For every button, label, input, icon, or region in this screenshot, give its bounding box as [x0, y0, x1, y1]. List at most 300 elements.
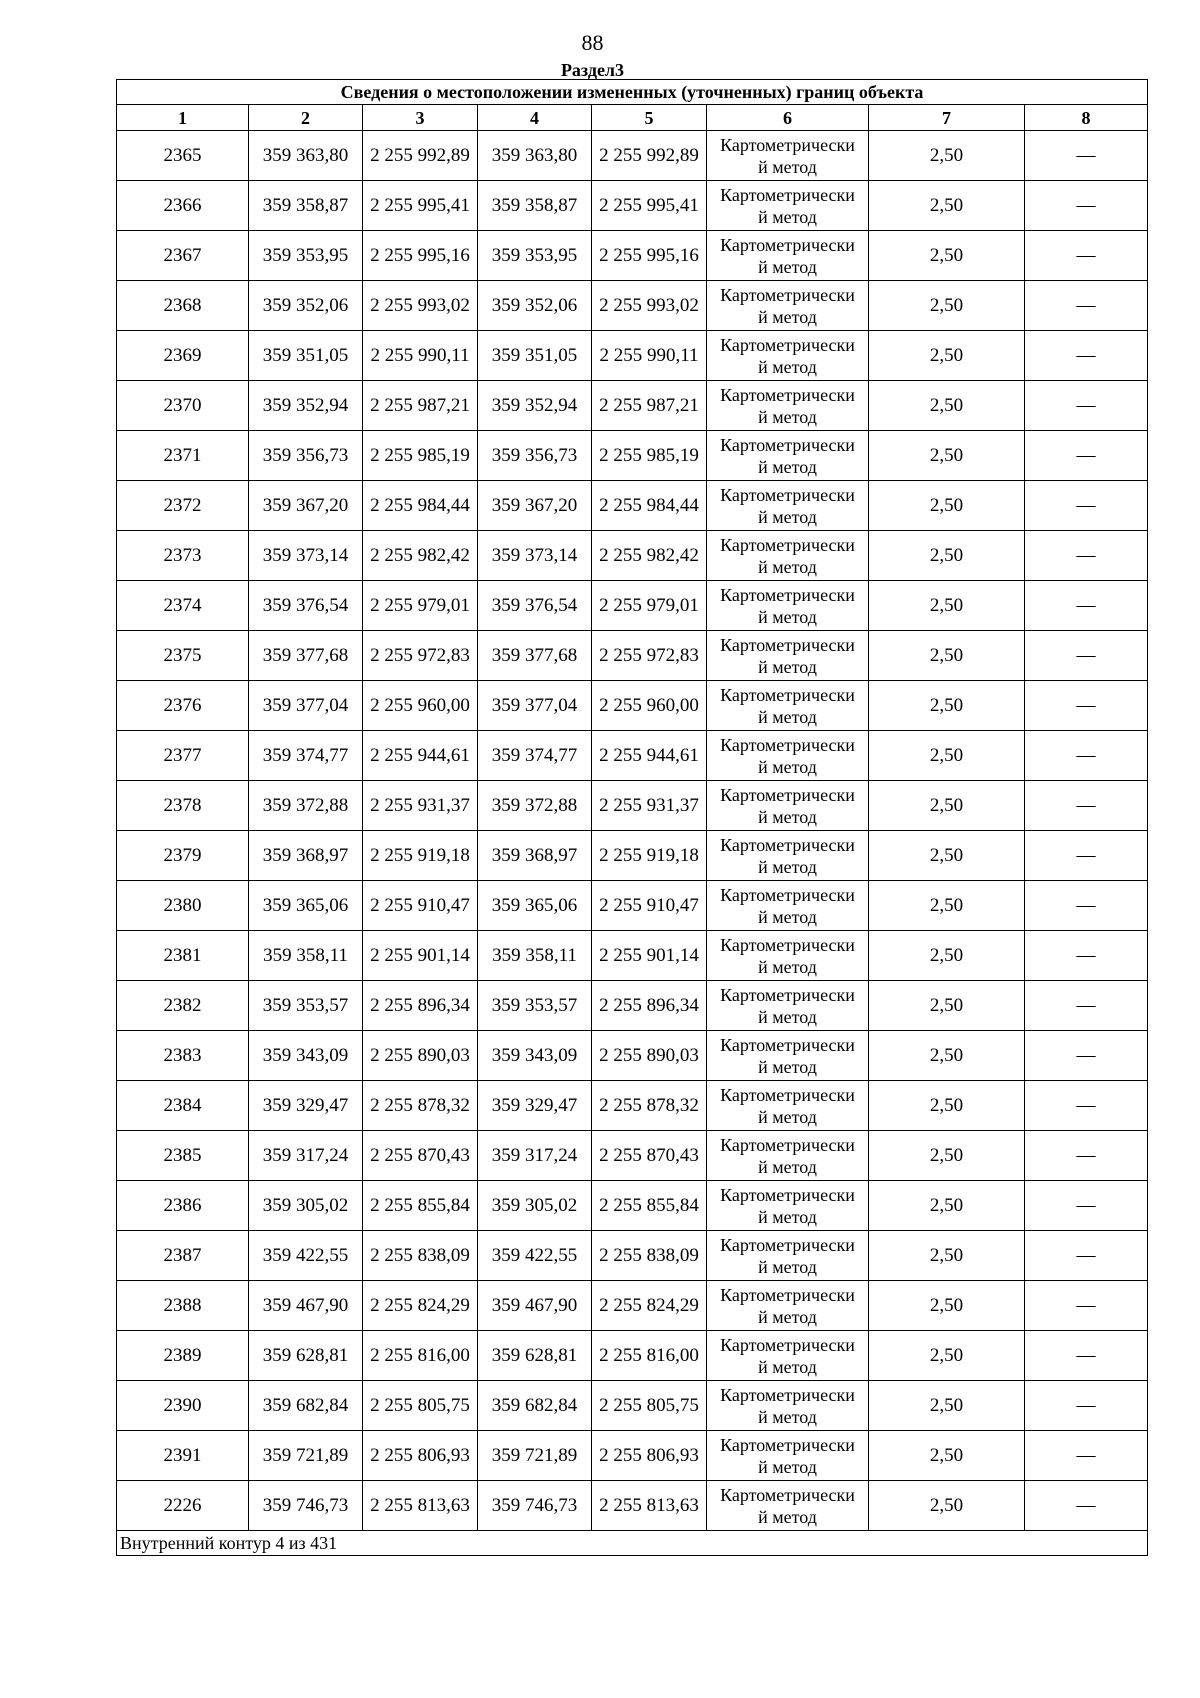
- y-refined-cell: 2 255 960,00: [592, 681, 707, 731]
- method-line-2: й метод: [758, 756, 817, 777]
- accuracy-cell: 2,50: [869, 831, 1025, 881]
- point-number-cell: 2373: [117, 531, 249, 581]
- table-row: [117, 1431, 1148, 1481]
- column-number: 5: [592, 105, 707, 131]
- method-line-1: Картометрически: [720, 1134, 855, 1155]
- table-title: Сведения о местоположении измененных (уточненных) границ объекта: [117, 80, 1148, 105]
- y-existing-cell: 2 255 972,83: [363, 631, 478, 681]
- method-line-2: й метод: [758, 256, 817, 277]
- description-cell: —: [1025, 1481, 1148, 1531]
- point-number-cell: 2380: [117, 881, 249, 931]
- table-row: [117, 231, 1148, 281]
- y-existing-cell: 2 255 992,89: [363, 131, 478, 181]
- y-existing-cell: 2 255 979,01: [363, 581, 478, 631]
- column-number: 4: [478, 105, 592, 131]
- method-cell: [707, 1131, 869, 1181]
- point-number-cell: 2366: [117, 181, 249, 231]
- y-refined-cell: 2 255 995,16: [592, 231, 707, 281]
- x-existing-cell: 359 367,20: [249, 481, 363, 531]
- method-cell: [707, 231, 869, 281]
- description-cell: —: [1025, 1231, 1148, 1281]
- y-refined-cell: 2 255 982,42: [592, 531, 707, 581]
- method-line-2: й метод: [758, 706, 817, 727]
- boundary-coordinates-table: [116, 79, 1148, 1556]
- description-cell: —: [1025, 781, 1148, 831]
- method-cell: [707, 831, 869, 881]
- y-existing-cell: 2 255 878,32: [363, 1081, 478, 1131]
- table-row: [117, 281, 1148, 331]
- description-cell: —: [1025, 1431, 1148, 1481]
- x-existing-cell: 359 351,05: [249, 331, 363, 381]
- accuracy-cell: 2,50: [869, 1381, 1025, 1431]
- description-cell: —: [1025, 381, 1148, 431]
- x-refined-cell: 359 467,90: [478, 1281, 592, 1331]
- table-row: [117, 981, 1148, 1031]
- y-refined-cell: 2 255 944,61: [592, 731, 707, 781]
- description-cell: —: [1025, 881, 1148, 931]
- method-line-1: Картометрически: [720, 1384, 855, 1405]
- column-number-row: [117, 105, 1148, 131]
- point-number-cell: 2226: [117, 1481, 249, 1531]
- method-cell: [707, 181, 869, 231]
- method-line-2: й метод: [758, 606, 817, 627]
- y-existing-cell: 2 255 931,37: [363, 781, 478, 831]
- x-refined-cell: 359 377,04: [478, 681, 592, 731]
- y-existing-cell: 2 255 990,11: [363, 331, 478, 381]
- y-existing-cell: 2 255 890,03: [363, 1031, 478, 1081]
- description-cell: —: [1025, 681, 1148, 731]
- x-existing-cell: 359 628,81: [249, 1331, 363, 1381]
- y-refined-cell: 2 255 993,02: [592, 281, 707, 331]
- point-number-cell: 2377: [117, 731, 249, 781]
- method-line-2: й метод: [758, 1006, 817, 1027]
- x-refined-cell: 359 422,55: [478, 1231, 592, 1281]
- method-line-1: Картометрически: [720, 1284, 855, 1305]
- method-cell: [707, 1031, 869, 1081]
- method-cell: [707, 881, 869, 931]
- method-line-2: й метод: [758, 1456, 817, 1477]
- section-label: Раздел3: [560, 60, 625, 80]
- method-line-2: й метод: [758, 1256, 817, 1277]
- y-existing-cell: 2 255 855,84: [363, 1181, 478, 1231]
- method-line-1: Картометрически: [720, 1334, 855, 1355]
- method-line-2: й метод: [758, 1056, 817, 1077]
- method-cell: [707, 981, 869, 1031]
- point-number-cell: 2370: [117, 381, 249, 431]
- point-number-cell: 2376: [117, 681, 249, 731]
- accuracy-cell: 2,50: [869, 631, 1025, 681]
- y-existing-cell: 2 255 995,16: [363, 231, 478, 281]
- y-existing-cell: 2 255 805,75: [363, 1381, 478, 1431]
- y-refined-cell: 2 255 890,03: [592, 1031, 707, 1081]
- method-cell: [707, 431, 869, 481]
- point-number-cell: 2385: [117, 1131, 249, 1181]
- y-refined-cell: 2 255 992,89: [592, 131, 707, 181]
- y-existing-cell: 2 255 896,34: [363, 981, 478, 1031]
- table-row: [117, 1031, 1148, 1081]
- x-existing-cell: 359 368,97: [249, 831, 363, 881]
- method-line-1: Картометрически: [720, 734, 855, 755]
- y-existing-cell: 2 255 806,93: [363, 1431, 478, 1481]
- method-cell: [707, 531, 869, 581]
- column-number: 3: [363, 105, 478, 131]
- accuracy-cell: 2,50: [869, 1131, 1025, 1181]
- point-number-cell: 2389: [117, 1331, 249, 1381]
- x-refined-cell: 359 376,54: [478, 581, 592, 631]
- accuracy-cell: 2,50: [869, 1431, 1025, 1481]
- accuracy-cell: 2,50: [869, 581, 1025, 631]
- method-cell: [707, 931, 869, 981]
- accuracy-cell: 2,50: [869, 781, 1025, 831]
- method-cell: [707, 1331, 869, 1381]
- method-cell: [707, 1431, 869, 1481]
- accuracy-cell: 2,50: [869, 131, 1025, 181]
- y-refined-cell: 2 255 896,34: [592, 981, 707, 1031]
- method-cell: [707, 1231, 869, 1281]
- description-cell: —: [1025, 1081, 1148, 1131]
- method-cell: [707, 1381, 869, 1431]
- method-line-1: Картометрически: [720, 484, 855, 505]
- x-refined-cell: 359 343,09: [478, 1031, 592, 1081]
- description-cell: —: [1025, 331, 1148, 381]
- table-row: [117, 1281, 1148, 1331]
- x-refined-cell: 359 353,57: [478, 981, 592, 1031]
- x-refined-cell: 359 305,02: [478, 1181, 592, 1231]
- method-line-1: Картометрически: [720, 534, 855, 555]
- description-cell: —: [1025, 1281, 1148, 1331]
- method-line-2: й метод: [758, 1356, 817, 1377]
- method-cell: [707, 1281, 869, 1331]
- method-line-1: Картометрически: [720, 684, 855, 705]
- method-line-2: й метод: [758, 1306, 817, 1327]
- x-existing-cell: 359 353,57: [249, 981, 363, 1031]
- accuracy-cell: 2,50: [869, 481, 1025, 531]
- y-existing-cell: 2 255 987,21: [363, 381, 478, 431]
- x-existing-cell: 359 358,11: [249, 931, 363, 981]
- x-refined-cell: 359 356,73: [478, 431, 592, 481]
- y-existing-cell: 2 255 985,19: [363, 431, 478, 481]
- method-line-2: й метод: [758, 656, 817, 677]
- method-line-1: Картометрически: [720, 634, 855, 655]
- y-refined-cell: 2 255 901,14: [592, 931, 707, 981]
- x-refined-cell: 359 329,47: [478, 1081, 592, 1131]
- x-refined-cell: 359 372,88: [478, 781, 592, 831]
- method-line-1: Картометрически: [720, 384, 855, 405]
- x-existing-cell: 359 746,73: [249, 1481, 363, 1531]
- y-existing-cell: 2 255 824,29: [363, 1281, 478, 1331]
- method-line-1: Картометрически: [720, 984, 855, 1005]
- description-cell: —: [1025, 1131, 1148, 1181]
- table-row: [117, 1081, 1148, 1131]
- y-refined-cell: 2 255 931,37: [592, 781, 707, 831]
- method-line-1: Картометрически: [720, 934, 855, 955]
- method-cell: [707, 481, 869, 531]
- point-number-cell: 2388: [117, 1281, 249, 1331]
- y-existing-cell: 2 255 919,18: [363, 831, 478, 881]
- y-refined-cell: 2 255 855,84: [592, 1181, 707, 1231]
- y-refined-cell: 2 255 870,43: [592, 1131, 707, 1181]
- table-row: [117, 131, 1148, 181]
- method-line-2: й метод: [758, 1206, 817, 1227]
- point-number-cell: 2368: [117, 281, 249, 331]
- table-row: [117, 1381, 1148, 1431]
- y-refined-cell: 2 255 990,11: [592, 331, 707, 381]
- y-existing-cell: 2 255 982,42: [363, 531, 478, 581]
- x-existing-cell: 359 467,90: [249, 1281, 363, 1331]
- description-cell: —: [1025, 731, 1148, 781]
- y-refined-cell: 2 255 919,18: [592, 831, 707, 881]
- x-refined-cell: 359 317,24: [478, 1131, 592, 1181]
- x-refined-cell: 359 368,97: [478, 831, 592, 881]
- point-number-cell: 2391: [117, 1431, 249, 1481]
- y-existing-cell: 2 255 984,44: [363, 481, 478, 531]
- description-cell: —: [1025, 231, 1148, 281]
- description-cell: —: [1025, 281, 1148, 331]
- table-row: [117, 931, 1148, 981]
- x-existing-cell: 359 356,73: [249, 431, 363, 481]
- y-refined-cell: 2 255 995,41: [592, 181, 707, 231]
- x-existing-cell: 359 374,77: [249, 731, 363, 781]
- y-refined-cell: 2 255 813,63: [592, 1481, 707, 1531]
- x-refined-cell: 359 721,89: [478, 1431, 592, 1481]
- accuracy-cell: 2,50: [869, 681, 1025, 731]
- method-line-1: Картометрически: [720, 1034, 855, 1055]
- table-row: [117, 1231, 1148, 1281]
- point-number-cell: 2372: [117, 481, 249, 531]
- method-line-2: й метод: [758, 206, 817, 227]
- y-refined-cell: 2 255 824,29: [592, 1281, 707, 1331]
- method-line-2: й метод: [758, 456, 817, 477]
- y-refined-cell: 2 255 806,93: [592, 1431, 707, 1481]
- y-refined-cell: 2 255 984,44: [592, 481, 707, 531]
- method-line-1: Картометрически: [720, 784, 855, 805]
- description-cell: —: [1025, 1031, 1148, 1081]
- column-number: 8: [1025, 105, 1148, 131]
- x-refined-cell: 359 373,14: [478, 531, 592, 581]
- y-refined-cell: 2 255 910,47: [592, 881, 707, 931]
- description-cell: —: [1025, 531, 1148, 581]
- x-refined-cell: 359 377,68: [478, 631, 592, 681]
- accuracy-cell: 2,50: [869, 181, 1025, 231]
- point-number-cell: 2384: [117, 1081, 249, 1131]
- table-row: [117, 881, 1148, 931]
- point-number-cell: 2378: [117, 781, 249, 831]
- method-line-1: Картометрически: [720, 234, 855, 255]
- x-existing-cell: 359 377,04: [249, 681, 363, 731]
- y-existing-cell: 2 255 816,00: [363, 1331, 478, 1381]
- method-cell: [707, 1481, 869, 1531]
- x-refined-cell: 359 746,73: [478, 1481, 592, 1531]
- accuracy-cell: 2,50: [869, 531, 1025, 581]
- table-row: [117, 1331, 1148, 1381]
- method-cell: [707, 331, 869, 381]
- accuracy-cell: 2,50: [869, 1081, 1025, 1131]
- page-number: 88: [581, 30, 604, 55]
- y-refined-cell: 2 255 987,21: [592, 381, 707, 431]
- x-refined-cell: 359 682,84: [478, 1381, 592, 1431]
- x-existing-cell: 359 317,24: [249, 1131, 363, 1181]
- method-cell: [707, 381, 869, 431]
- x-existing-cell: 359 376,54: [249, 581, 363, 631]
- x-refined-cell: 359 363,80: [478, 131, 592, 181]
- point-number-cell: 2390: [117, 1381, 249, 1431]
- method-line-2: й метод: [758, 806, 817, 827]
- accuracy-cell: 2,50: [869, 931, 1025, 981]
- method-line-1: Картометрически: [720, 334, 855, 355]
- y-refined-cell: 2 255 972,83: [592, 631, 707, 681]
- method-line-2: й метод: [758, 506, 817, 527]
- accuracy-cell: 2,50: [869, 881, 1025, 931]
- method-cell: [707, 731, 869, 781]
- method-cell: [707, 681, 869, 731]
- x-existing-cell: 359 373,14: [249, 531, 363, 581]
- accuracy-cell: 2,50: [869, 981, 1025, 1031]
- accuracy-cell: 2,50: [869, 1231, 1025, 1281]
- x-refined-cell: 359 358,87: [478, 181, 592, 231]
- point-number-cell: 2381: [117, 931, 249, 981]
- x-existing-cell: 359 377,68: [249, 631, 363, 681]
- accuracy-cell: 2,50: [869, 1181, 1025, 1231]
- accuracy-cell: 2,50: [869, 1031, 1025, 1081]
- y-refined-cell: 2 255 878,32: [592, 1081, 707, 1131]
- table-row: [117, 681, 1148, 731]
- table-row: [117, 331, 1148, 381]
- y-existing-cell: 2 255 838,09: [363, 1231, 478, 1281]
- method-cell: [707, 1081, 869, 1131]
- x-refined-cell: 359 352,06: [478, 281, 592, 331]
- description-cell: —: [1025, 431, 1148, 481]
- x-existing-cell: 359 363,80: [249, 131, 363, 181]
- table-footer: Внутренний контур 4 из 431: [117, 1531, 1148, 1556]
- column-number: 2: [249, 105, 363, 131]
- column-number: 6: [707, 105, 869, 131]
- table-row: [117, 631, 1148, 681]
- table-row: [117, 1181, 1148, 1231]
- column-number: 7: [869, 105, 1025, 131]
- method-cell: [707, 1181, 869, 1231]
- x-refined-cell: 359 358,11: [478, 931, 592, 981]
- method-cell: [707, 631, 869, 681]
- x-existing-cell: 359 682,84: [249, 1381, 363, 1431]
- y-existing-cell: 2 255 910,47: [363, 881, 478, 931]
- method-cell: [707, 581, 869, 631]
- table-row: [117, 1131, 1148, 1181]
- method-line-1: Картометрически: [720, 884, 855, 905]
- x-existing-cell: 359 352,94: [249, 381, 363, 431]
- y-existing-cell: 2 255 960,00: [363, 681, 478, 731]
- x-existing-cell: 359 372,88: [249, 781, 363, 831]
- accuracy-cell: 2,50: [869, 731, 1025, 781]
- table-row: [117, 481, 1148, 531]
- x-refined-cell: 359 374,77: [478, 731, 592, 781]
- point-number-cell: 2369: [117, 331, 249, 381]
- point-number-cell: 2374: [117, 581, 249, 631]
- y-refined-cell: 2 255 838,09: [592, 1231, 707, 1281]
- table-row: [117, 831, 1148, 881]
- y-refined-cell: 2 255 816,00: [592, 1331, 707, 1381]
- accuracy-cell: 2,50: [869, 231, 1025, 281]
- x-existing-cell: 359 353,95: [249, 231, 363, 281]
- method-line-1: Картометрически: [720, 1084, 855, 1105]
- table-row: [117, 781, 1148, 831]
- x-existing-cell: 359 352,06: [249, 281, 363, 331]
- table-row: [117, 731, 1148, 781]
- x-refined-cell: 359 353,95: [478, 231, 592, 281]
- method-cell: [707, 781, 869, 831]
- table-row: [117, 531, 1148, 581]
- method-line-1: Картометрически: [720, 134, 855, 155]
- method-line-1: Картометрически: [720, 184, 855, 205]
- y-existing-cell: 2 255 870,43: [363, 1131, 478, 1181]
- description-cell: —: [1025, 981, 1148, 1031]
- method-line-2: й метод: [758, 1406, 817, 1427]
- description-cell: —: [1025, 831, 1148, 881]
- method-line-1: Картометрически: [720, 434, 855, 455]
- point-number-cell: 2379: [117, 831, 249, 881]
- description-cell: —: [1025, 631, 1148, 681]
- point-number-cell: 2387: [117, 1231, 249, 1281]
- description-cell: —: [1025, 581, 1148, 631]
- method-line-1: Картометрически: [720, 1184, 855, 1205]
- accuracy-cell: 2,50: [869, 431, 1025, 481]
- method-line-2: й метод: [758, 306, 817, 327]
- x-existing-cell: 359 365,06: [249, 881, 363, 931]
- method-line-2: й метод: [758, 1156, 817, 1177]
- method-line-2: й метод: [758, 406, 817, 427]
- x-existing-cell: 359 358,87: [249, 181, 363, 231]
- table-row: [117, 381, 1148, 431]
- point-number-cell: 2386: [117, 1181, 249, 1231]
- description-cell: —: [1025, 131, 1148, 181]
- description-cell: —: [1025, 481, 1148, 531]
- method-cell: [707, 131, 869, 181]
- accuracy-cell: 2,50: [869, 281, 1025, 331]
- x-existing-cell: 359 422,55: [249, 1231, 363, 1281]
- method-line-2: й метод: [758, 156, 817, 177]
- description-cell: —: [1025, 181, 1148, 231]
- y-existing-cell: 2 255 944,61: [363, 731, 478, 781]
- method-line-1: Картометрически: [720, 584, 855, 605]
- y-existing-cell: 2 255 995,41: [363, 181, 478, 231]
- method-line-2: й метод: [758, 1506, 817, 1527]
- x-refined-cell: 359 351,05: [478, 331, 592, 381]
- method-line-2: й метод: [758, 956, 817, 977]
- point-number-cell: 2367: [117, 231, 249, 281]
- method-line-1: Картометрически: [720, 1434, 855, 1455]
- column-number: 1: [117, 105, 249, 131]
- method-line-1: Картометрически: [720, 284, 855, 305]
- x-refined-cell: 359 628,81: [478, 1331, 592, 1381]
- x-existing-cell: 359 343,09: [249, 1031, 363, 1081]
- x-refined-cell: 359 367,20: [478, 481, 592, 531]
- y-existing-cell: 2 255 993,02: [363, 281, 478, 331]
- y-existing-cell: 2 255 901,14: [363, 931, 478, 981]
- description-cell: —: [1025, 1381, 1148, 1431]
- accuracy-cell: 2,50: [869, 331, 1025, 381]
- x-refined-cell: 359 365,06: [478, 881, 592, 931]
- accuracy-cell: 2,50: [869, 1481, 1025, 1531]
- table-row: [117, 181, 1148, 231]
- method-line-1: Картометрически: [720, 1234, 855, 1255]
- table-row: [117, 431, 1148, 481]
- y-refined-cell: 2 255 985,19: [592, 431, 707, 481]
- accuracy-cell: 2,50: [869, 381, 1025, 431]
- table-row: [117, 1481, 1148, 1531]
- method-line-2: й метод: [758, 1106, 817, 1127]
- y-refined-cell: 2 255 979,01: [592, 581, 707, 631]
- table-body: [117, 131, 1148, 1531]
- description-cell: —: [1025, 1331, 1148, 1381]
